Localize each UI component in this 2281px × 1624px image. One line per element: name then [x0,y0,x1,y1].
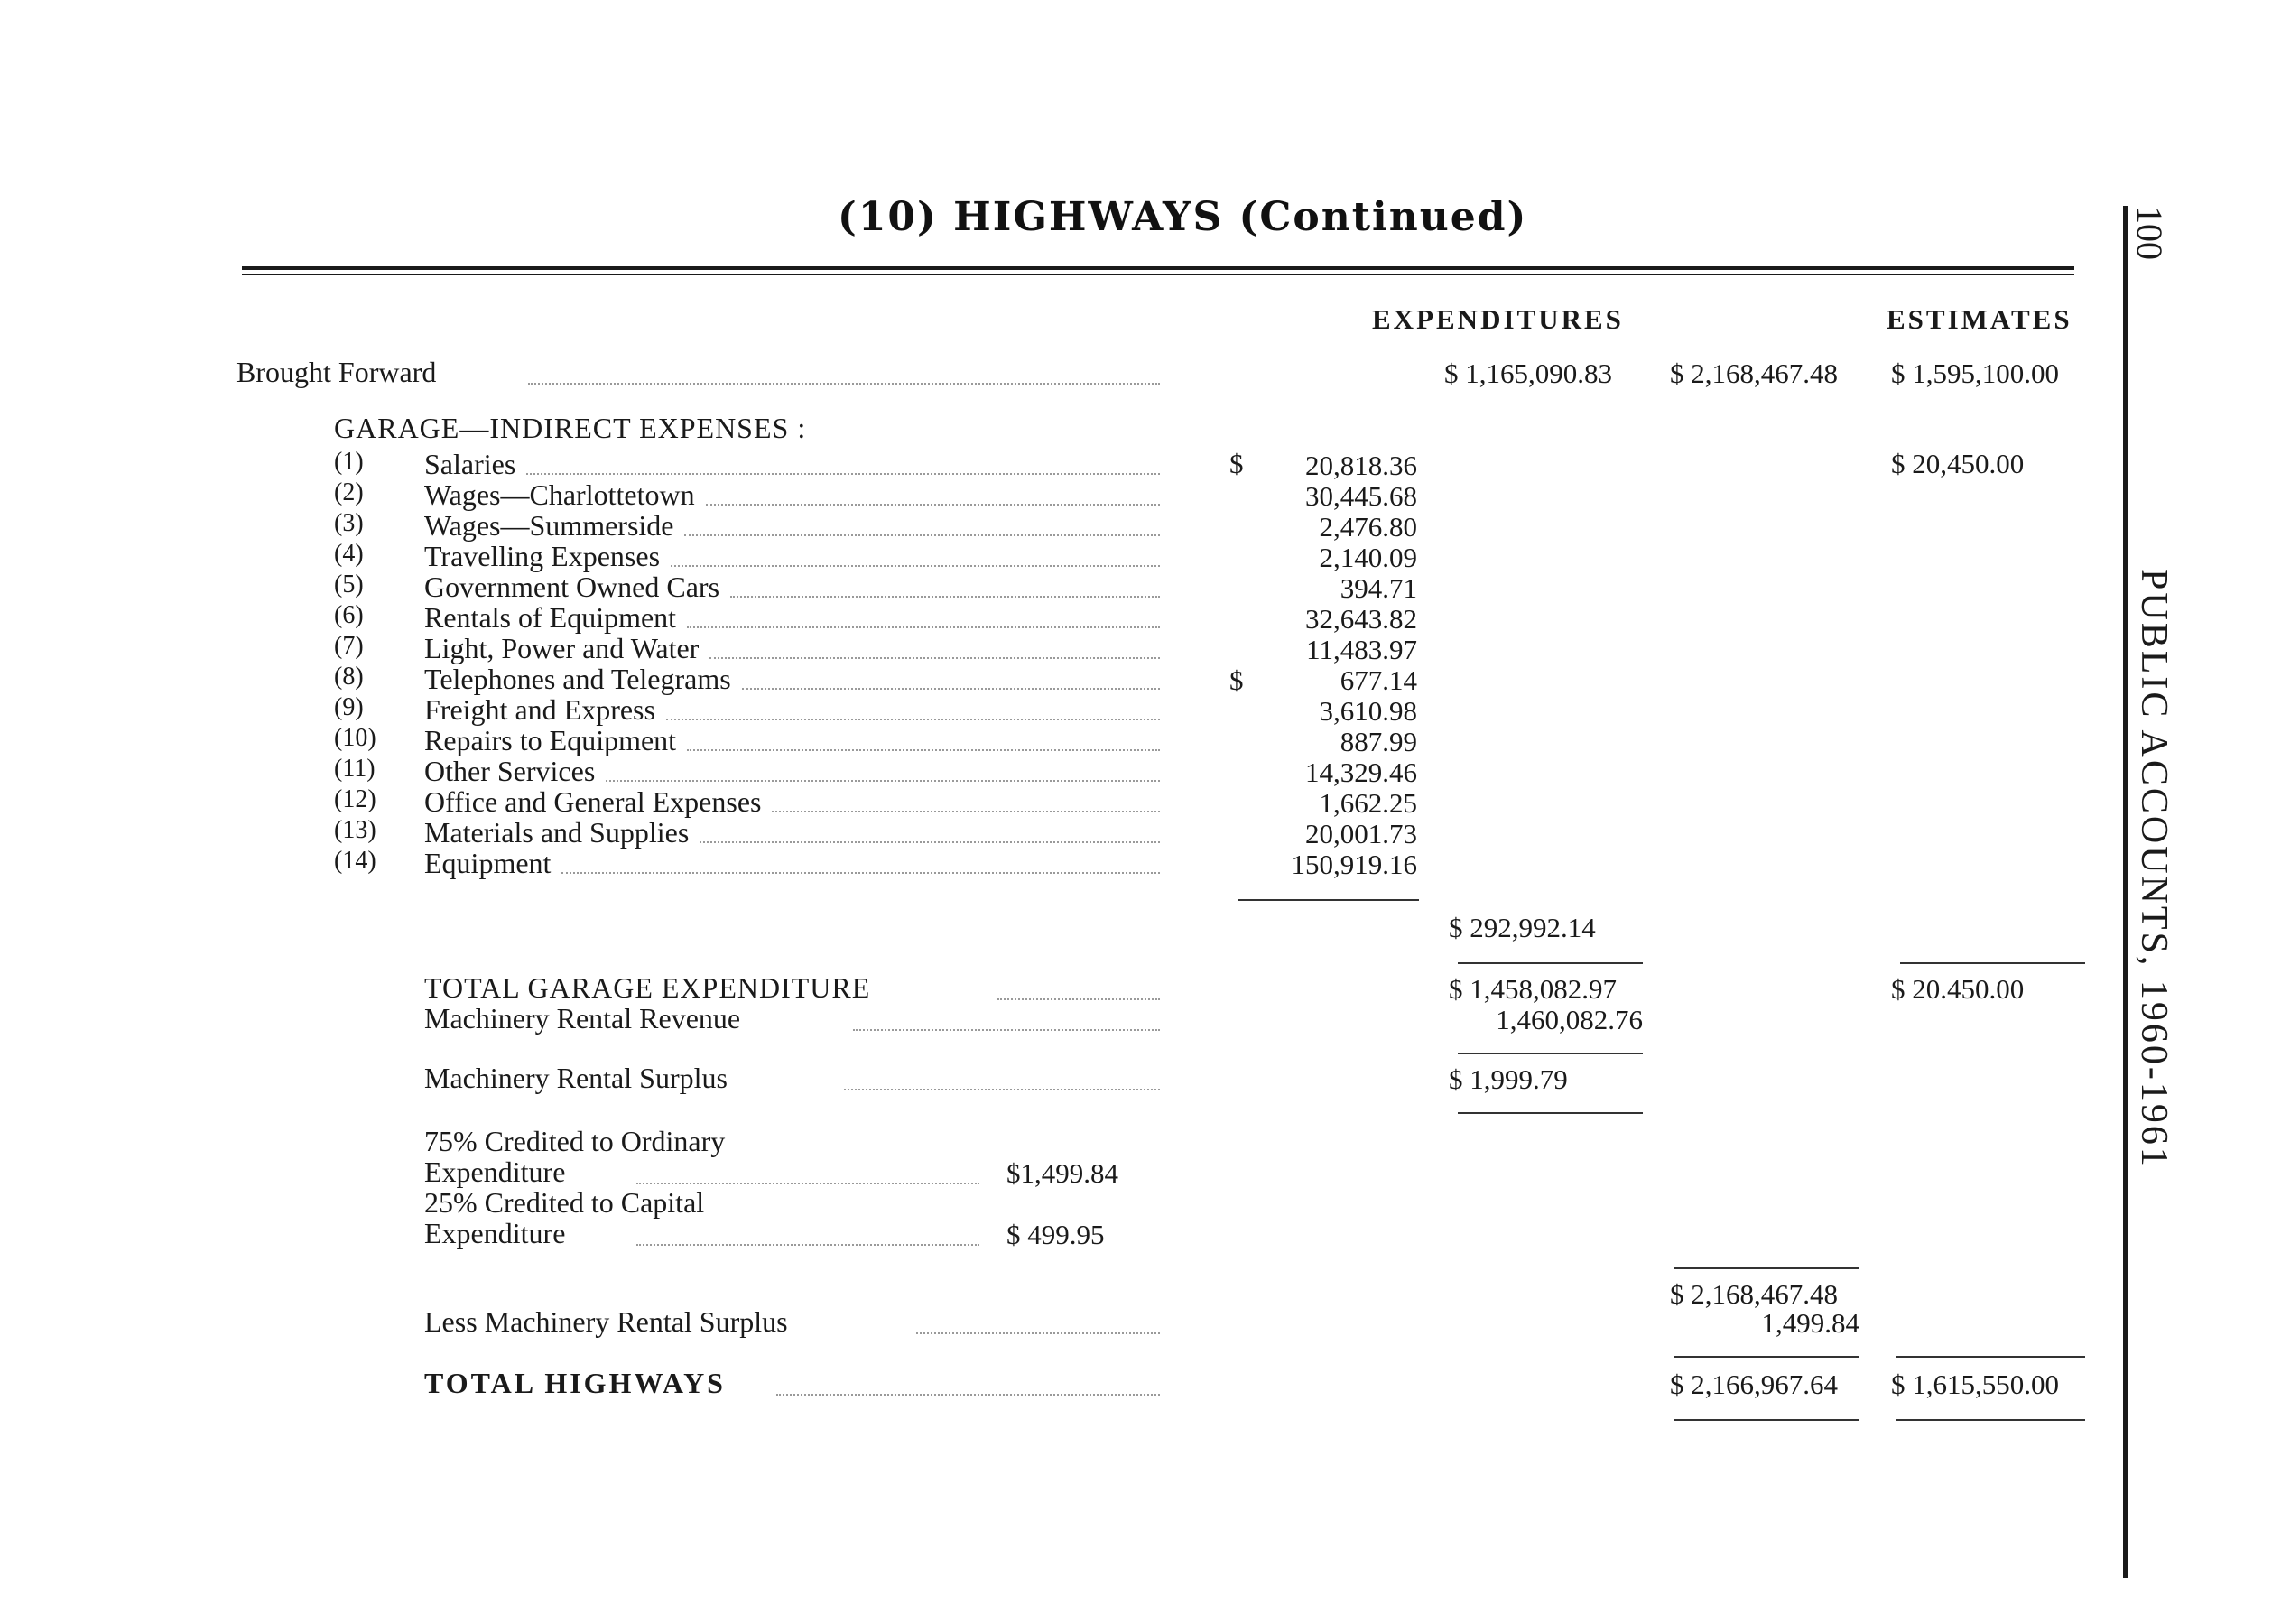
items-sum-rule [1238,899,1419,901]
item-number: (7) [334,632,364,660]
col4-rule-mid [1896,1356,2085,1358]
page-title: (10) HIGHWAYS (Continued) [838,194,1528,240]
item-label: Repairs to Equipment [424,724,677,756]
garage-subtotal: $ 292,992.14 [1449,912,1596,943]
item-number: (1) [334,448,364,476]
item-amount: 14,329.46 [1305,756,1417,788]
surplus-rule [1458,1112,1643,1114]
subtotal-rule [1458,962,1643,964]
less-surplus-value: 1,499.84 [1761,1307,1859,1339]
item-amount: 394.71 [1340,572,1417,604]
item-amount: 2,140.09 [1319,542,1417,573]
item-amount: 11,483.97 [1306,634,1417,665]
item-amount: 32,643.82 [1305,603,1417,635]
dot-leader [742,688,1160,690]
item-label: Rentals of Equipment [424,601,677,634]
dot-leader [772,811,1160,812]
dot-leader [671,565,1160,567]
brought-forward-expenditure: $ 1,165,090.83 [1444,357,1612,389]
col3-rule-top [1674,1267,1859,1269]
dot-leader [528,383,1160,385]
item-number: (11) [334,755,376,783]
credit-capital-value: $ 499.95 [1006,1219,1105,1250]
col4-rule-bottom [1896,1419,2085,1421]
item-amount: 150,919.16 [1291,849,1417,880]
col3-rule-mid [1674,1356,1859,1358]
dot-leader [776,1394,1160,1396]
brought-forward-row [236,356,436,389]
salaries-dollar-sign: $ [1229,448,1244,479]
item-label: Freight and Express [424,693,655,726]
item-amount: 30,445.68 [1305,480,1417,512]
dot-leader [844,1089,1160,1090]
dot-leader [916,1332,1160,1334]
machinery-surplus-label: Machinery Rental Surplus [424,1062,728,1094]
item-label: Salaries [424,448,516,480]
dot-leader [709,657,1160,659]
machinery-revenue-value: 1,460,082.76 [1496,1004,1643,1035]
dot-leader [526,473,1160,475]
item-amount: 20,818.36 [1305,450,1417,481]
total-garage-value: $ 1,458,082.97 [1449,973,1617,1005]
total-garage-estimate: $ 20.450.00 [1891,973,2025,1005]
side-margin-rule [2123,206,2128,1578]
telephones-dollar-sign: $ [1229,664,1244,696]
expenditures-header: EXPENDITURES [1372,303,1624,335]
dot-leader [684,534,1160,536]
dot-leader [997,998,1160,1000]
item-amount: 887.99 [1340,726,1417,757]
machinery-revenue-label: Machinery Rental Revenue [424,1002,741,1035]
item-number: (10) [334,724,376,752]
machinery-surplus-value: $ 1,999.79 [1449,1063,1568,1095]
item-amount: 20,001.73 [1305,818,1417,849]
item-label: Other Services [424,755,596,787]
item-number: (9) [334,693,364,721]
side-title: PUBLIC ACCOUNTS, 1960-1961 [2133,569,2174,1169]
item-label: Office and General Expenses [424,785,762,818]
credit-capital-line2: Expenditure [424,1217,566,1249]
total-highways-col3: $ 2,166,967.64 [1670,1369,1838,1400]
item-label: Government Owned Cars [424,571,720,603]
item-label: Wages—Summerside [424,509,674,542]
brought-forward-estimate: $ 1,595,100.00 [1891,357,2059,389]
total-garage-label: TOTAL GARAGE EXPENDITURE [424,971,871,1004]
item-label: Telephones and Telegrams [424,663,731,695]
credit-capital-line1: 25% Credited to Capital [424,1186,705,1219]
estimate-rule [1900,962,2085,964]
revenue-rule [1458,1053,1643,1054]
dot-leader [636,1183,979,1184]
dot-leader [853,1029,1160,1031]
total-highways-col4: $ 1,615,550.00 [1891,1369,2059,1400]
col3-rule-bottom [1674,1419,1859,1421]
item-number: (13) [334,816,376,844]
brought-forward-total: $ 2,168,467.48 [1670,357,1838,389]
dot-leader [687,626,1160,628]
dot-leader [636,1244,979,1246]
item-number: (2) [334,478,364,506]
item-number: (3) [334,509,364,537]
dot-leader [666,719,1160,720]
dot-leader [561,872,1160,874]
header-rule-bottom [242,274,2074,275]
header-rule-top [242,266,2074,270]
item-number: (6) [334,601,364,629]
dot-leader [606,780,1160,782]
item-amount: 2,476.80 [1319,511,1417,543]
item-label: Light, Power and Water [424,632,700,664]
salaries-estimate: $ 20,450.00 [1891,448,2025,479]
col3-subtotal: $ 2,168,467.48 [1670,1278,1838,1310]
estimates-header: ESTIMATES [1887,303,2072,335]
item-number: (8) [334,663,364,691]
item-number: (5) [334,571,364,599]
item-label: Materials and Supplies [424,816,690,849]
credit-ordinary-line2: Expenditure [424,1155,566,1188]
brought-forward-label: Brought Forward [236,356,437,388]
garage-heading: GARAGE—INDIRECT EXPENSES : [334,412,807,444]
dot-leader [706,504,1160,506]
dot-leader [730,596,1160,598]
page-number: 100 [2129,206,2170,260]
credit-ordinary-line1: 75% Credited to Ordinary [424,1125,726,1157]
item-amount: 3,610.98 [1319,695,1417,727]
item-number: (4) [334,540,364,568]
item-amount: 677.14 [1340,664,1417,696]
item-label: Wages—Charlottetown [424,478,695,511]
item-number: (12) [334,785,376,813]
item-label: Equipment [424,847,552,879]
item-label: Travelling Expenses [424,540,661,572]
item-amount: 1,662.25 [1319,787,1417,819]
item-number: (14) [334,847,376,875]
less-surplus-label: Less Machinery Rental Surplus [424,1305,788,1338]
credit-ordinary-value: $1,499.84 [1006,1157,1118,1189]
dot-leader [700,841,1160,843]
dot-leader [687,749,1160,751]
total-highways-label: TOTAL HIGHWAYS [424,1367,726,1399]
